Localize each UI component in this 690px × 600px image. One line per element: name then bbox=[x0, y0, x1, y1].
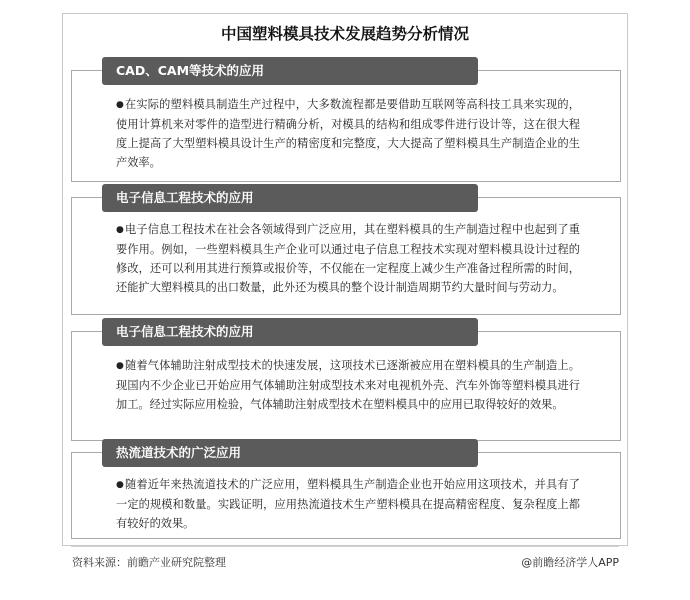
bullet-icon: ● bbox=[116, 100, 125, 110]
bullet-icon: ● bbox=[116, 225, 125, 235]
page-title: 中国塑料模具技术发展趋势分析情况 bbox=[220, 25, 469, 43]
section-text: 在实际的塑料模具制造生产过程中，大多数流程都是要借助互联网等高科技工具来实现的，使用计算机来对零件的造型进行精确分析，对模具的结构和组成零件进行设计等，这在很大程度上提高了大型塑料模具设计生产的精密度和完整度，大大提高了塑料模具生产制造企业的生产效率。 bbox=[116, 98, 580, 169]
section-body bbox=[116, 95, 580, 172]
section-header: CAD、CAM等技术的应用 bbox=[102, 57, 478, 85]
footer bbox=[63, 554, 627, 574]
section-body bbox=[116, 475, 580, 533]
section-text: 电子信息工程技术在社会各领域得到广泛应用，其在塑料模具的生产制造过程中也起到了重要作用。例如，一些塑料模具生产企业可以通过电子信息工程技术实现对塑料模具设计过程的修改，还可以利用其进行预算或报价等，不仅能在一定程度上减少生产准备过程所需的时间，还能扩大塑料模具的出口数量，此外还为模具的整个设计制造周期节约大量时间与劳动力。 bbox=[116, 223, 580, 294]
section-text: 随着近年来热流道技术的广泛应用，塑料模具生产制造企业也开始应用这项技术，并具有了一定的规模和数量。实践证明，应用热流道技术生产塑料模具在提高精密程度、复杂程度上都有较好的效果。 bbox=[116, 478, 580, 530]
section-hot-runner bbox=[71, 445, 621, 539]
bullet-icon: ● bbox=[116, 361, 125, 371]
section-header: 热流道技术的广泛应用 bbox=[102, 439, 478, 467]
source-note: 资料来源：前瞻产业研究院整理 bbox=[72, 556, 226, 569]
footer-divider bbox=[71, 546, 619, 547]
section-body bbox=[116, 220, 580, 297]
section-header: 电子信息工程技术的应用 bbox=[102, 184, 478, 212]
section-electronic-info bbox=[71, 190, 621, 315]
section-body bbox=[116, 356, 580, 414]
section-cad-cam bbox=[71, 63, 621, 182]
credit-note: @前瞻经济学人APP bbox=[521, 556, 619, 569]
bullet-icon: ● bbox=[116, 480, 125, 490]
infographic-frame bbox=[62, 13, 628, 569]
section-gas-assist bbox=[71, 324, 621, 441]
section-header: 电子信息工程技术的应用 bbox=[102, 318, 478, 346]
section-text: 随着气体辅助注射成型技术的快速发展，这项技术已逐渐被应用在塑料模具的生产制造上。现国内不少企业已开始应用气体辅助注射成型技术来对电视机外壳、汽车外饰等塑料模具进行加工。经过实际应用检验，气体辅助注射成型技术在塑料模具中的应用已取得较好的效果。 bbox=[116, 359, 580, 411]
